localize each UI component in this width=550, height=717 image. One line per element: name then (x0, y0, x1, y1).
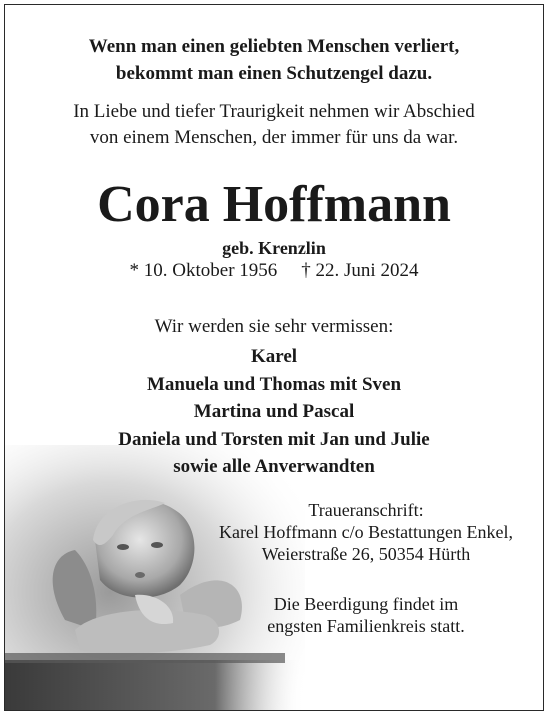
funeral-line: Die Beerdigung findet im (273, 594, 459, 614)
address-line: Weierstraße 26, 50354 Hürth (261, 544, 471, 564)
verse-line: Wenn man einen geliebten Menschen verliert, (88, 36, 460, 57)
intro-text (5, 99, 543, 151)
life-dates (5, 259, 543, 283)
mourner: Daniela und Torsten mit Jan und Julie (118, 428, 430, 450)
cherub-angel-photo (5, 445, 305, 711)
birth-date: * 10. Oktober 1956 (129, 260, 278, 281)
funeral-line: engsten Familienkreis statt. (267, 616, 465, 636)
mourner: Manuela und Thomas mit Sven (146, 373, 402, 395)
birth-name: geb. Krenzlin (222, 238, 326, 258)
mourner: Karel (250, 346, 298, 367)
deceased-name: Cora Hoffmann (97, 176, 451, 233)
mourners-list (5, 343, 543, 481)
verse (5, 33, 543, 87)
obituary-card (4, 4, 544, 711)
address-heading: Traueranschrift: (308, 500, 424, 520)
address-line: Karel Hoffmann c/o Bestattungen Enkel, (218, 522, 514, 542)
verse-line: bekommt man einen Schutzengel dazu. (115, 63, 433, 84)
death-date: † 22. Juni 2024 (301, 260, 419, 281)
intro-line: von einem Menschen, der immer für uns da war. (89, 127, 459, 148)
funeral-note (206, 593, 526, 637)
missing-text: Wir werden sie sehr vermissen: (154, 316, 394, 337)
mourner: Martina und Pascal (193, 401, 355, 422)
mourner: sowie alle Anverwandten (173, 456, 375, 477)
mourning-address (206, 499, 526, 565)
intro-line: In Liebe und tiefer Traurigkeit nehmen wir Abschied (73, 101, 475, 122)
